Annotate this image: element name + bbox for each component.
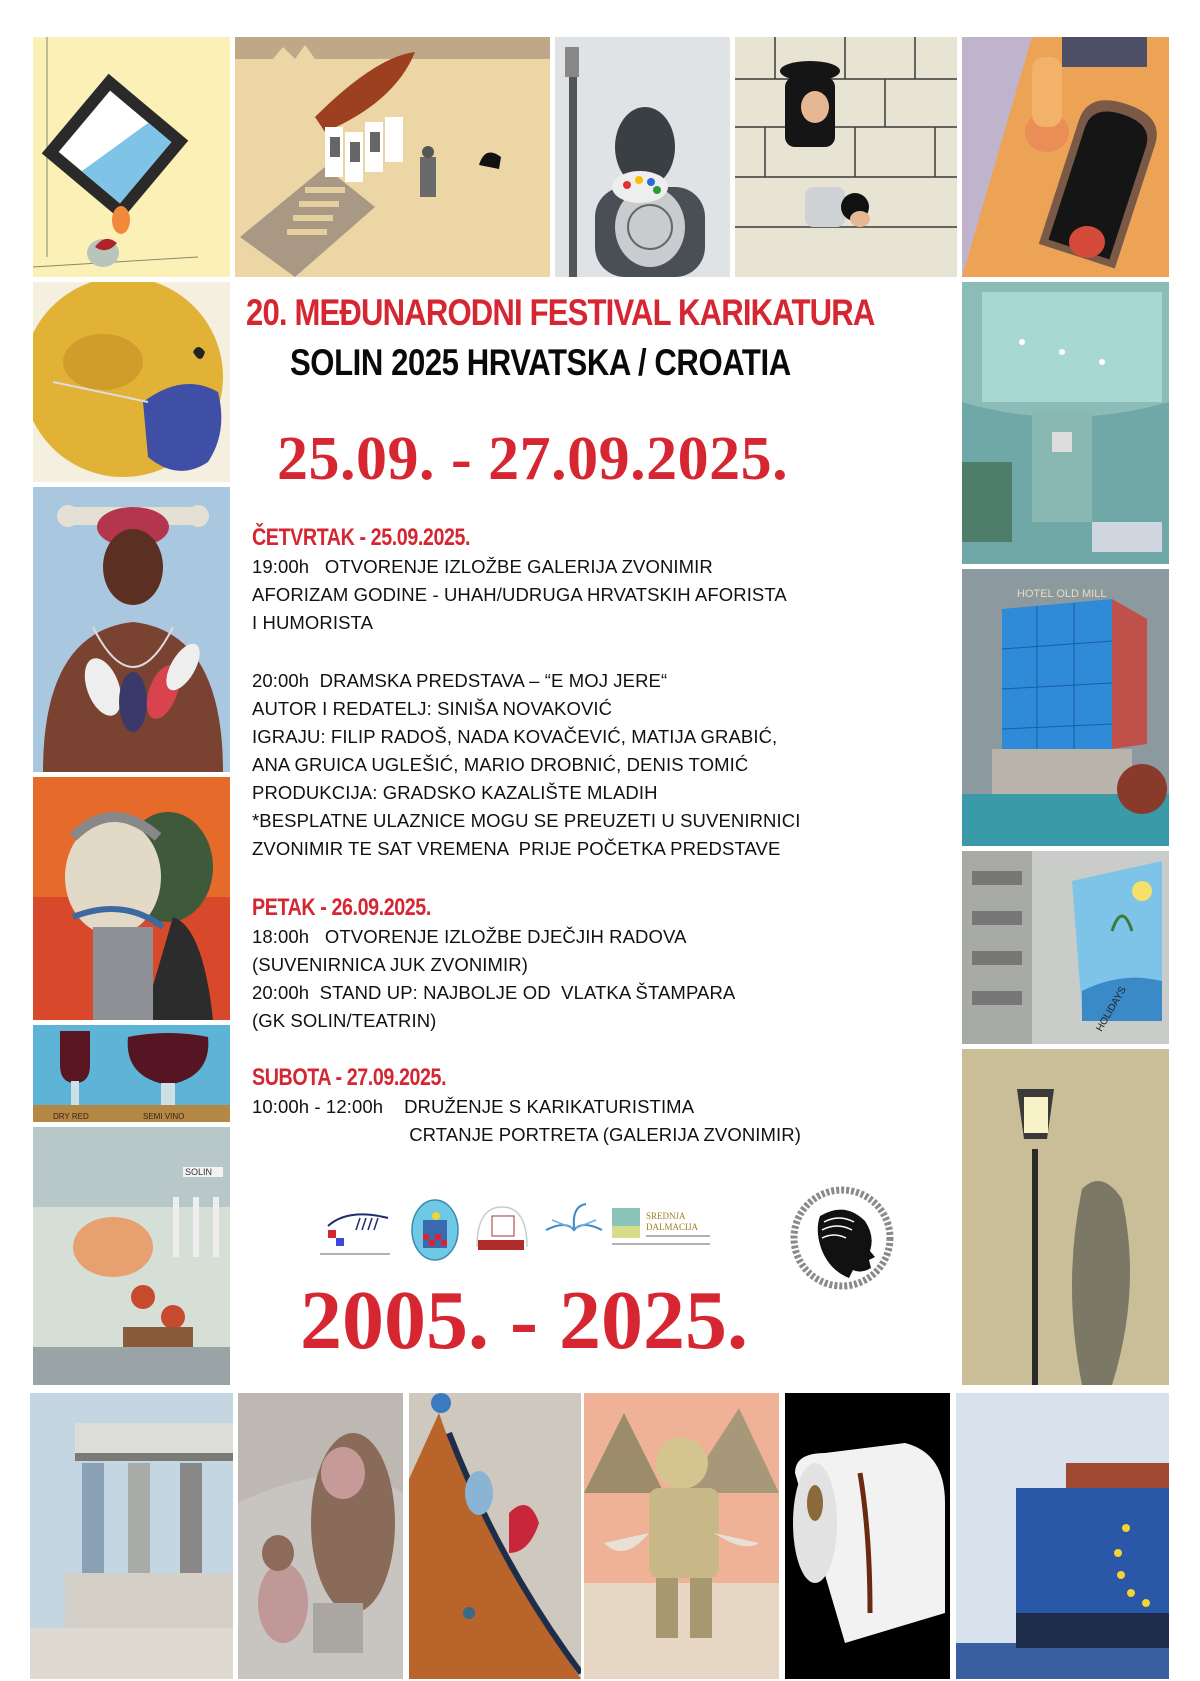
anniversary-years: 2005. - 2025. — [300, 1274, 748, 1367]
day-heading-thursday: ČETVRTAK - 25.09.2025. — [252, 524, 471, 551]
solin-coat-of-arms-icon — [410, 1198, 460, 1262]
cartoon-water-park — [962, 282, 1169, 564]
event-line: (SUVENIRNICA JUK ZVONIMIR) — [252, 954, 529, 975]
day-heading-saturday: SUBOTA - 27.09.2025. — [252, 1064, 447, 1091]
svg-text:SREDNJA: SREDNJA — [646, 1211, 686, 1221]
event-line: AFORIZAM GODINE - UHAH/UDRUGA HRVATSKIH AFORISTA — [252, 584, 787, 605]
poster-content — [232, 282, 956, 1382]
cartoon-statue-faces — [33, 777, 230, 1020]
holidays-sign: HOLIDAYS — [1094, 984, 1129, 1034]
cartoon-guitar-angel-devil — [409, 1393, 581, 1679]
event-line: CRTANJE PORTRETA (GALERIJA ZVONIMIR) — [252, 1124, 802, 1145]
event-line: 20:00h STAND UP: NAJBOLJE OD VLATKA ŠTAMPARA — [252, 982, 736, 1003]
book-swan-logo-icon — [544, 1198, 604, 1262]
cartoon-robot-palette — [555, 37, 730, 277]
hotel-sign: HOTEL OLD MILL — [1017, 588, 1107, 600]
srednja-dalmacija-logo-icon — [612, 1208, 712, 1258]
cartoon-toilet-roll — [785, 1393, 950, 1679]
cartoon-holidays-building — [962, 851, 1169, 1044]
event-line: 19:00h OTVORENJE IZLOŽBE GALERIJA ZVONIMIR — [252, 556, 713, 577]
cartoon-pyramid-porters — [235, 37, 550, 277]
event-line: 20:00h DRAMSKA PREDSTAVA – “E MOJ JERE“ — [252, 670, 668, 691]
festival-subtitle: SOLIN 2025 HRVATSKA / CROATIA — [290, 342, 791, 383]
cartoon-wall-mouse — [735, 37, 957, 277]
day-heading-friday: PETAK - 26.09.2025. — [252, 894, 431, 921]
event-line: I HUMORISTA — [252, 612, 374, 633]
festival-profile-emblem-icon — [790, 1186, 894, 1290]
event-line: *BESPLATNE ULAZNICE MOGU SE PREUZETI U SUVENIRNICI — [252, 810, 801, 831]
cartoon-hotel-old-mill — [962, 569, 1169, 846]
event-line: IGRAJU: FILIP RADOŠ, NADA KOVAČEVIĆ, MATIJA GRABIĆ, — [252, 726, 778, 747]
cartoon-man-shoes-necklace — [33, 487, 230, 772]
festival-title: 20. MEĐUNARODNI FESTIVAL KARIKATURA — [246, 292, 875, 333]
wine-caption-left: DRY RED — [53, 1112, 89, 1121]
croatian-ministry-logo-icon — [320, 1206, 400, 1256]
cartoon-caryatids — [30, 1393, 233, 1679]
solin-sign: SOLIN — [185, 1167, 213, 1177]
event-line: 18:00h OTVORENJE IZLOŽBE DJEČJIH RADOVA — [252, 926, 687, 947]
cartoon-streetlamp-shadow — [962, 1049, 1169, 1385]
cartoon-wine-glasses — [33, 1025, 230, 1122]
cartoon-explorer-pyramids — [584, 1393, 779, 1679]
festival-date-range: 25.09. - 27.09.2025. — [277, 425, 789, 493]
cartoon-cat-fish-mirror — [33, 37, 230, 277]
event-line: ANA GRUICA UGLEŠIĆ, MARIO DROBNIĆ, DENIS TOMIĆ — [252, 754, 749, 775]
cartoon-solin-romans — [33, 1127, 230, 1385]
event-line: (GK SOLIN/TEATRIN) — [252, 1010, 437, 1031]
event-line: PRODUKCIJA: GRADSKO KAZALIŠTE MLADIH — [252, 782, 658, 803]
wine-caption-right: SEMI VINO — [143, 1112, 185, 1121]
event-line: ZVONIMIR TE SAT VREMENA PRIJE POČETKA PREDSTAVE — [252, 838, 781, 859]
cartoon-window-figure — [962, 37, 1169, 277]
cartoon-eu-ship — [956, 1393, 1169, 1679]
cartoon-mask-face — [33, 282, 230, 482]
svg-text:DALMACIJA: DALMACIJA — [646, 1222, 699, 1232]
event-line: AUTOR I REDATELJ: SINIŠA NOVAKOVIĆ — [252, 698, 613, 719]
zvonimir-logo-icon — [472, 1202, 532, 1262]
event-line: 10:00h - 12:00h DRUŽENJE S KARIKATURISTIMA — [252, 1096, 695, 1117]
cartoon-cavemen — [238, 1393, 403, 1679]
